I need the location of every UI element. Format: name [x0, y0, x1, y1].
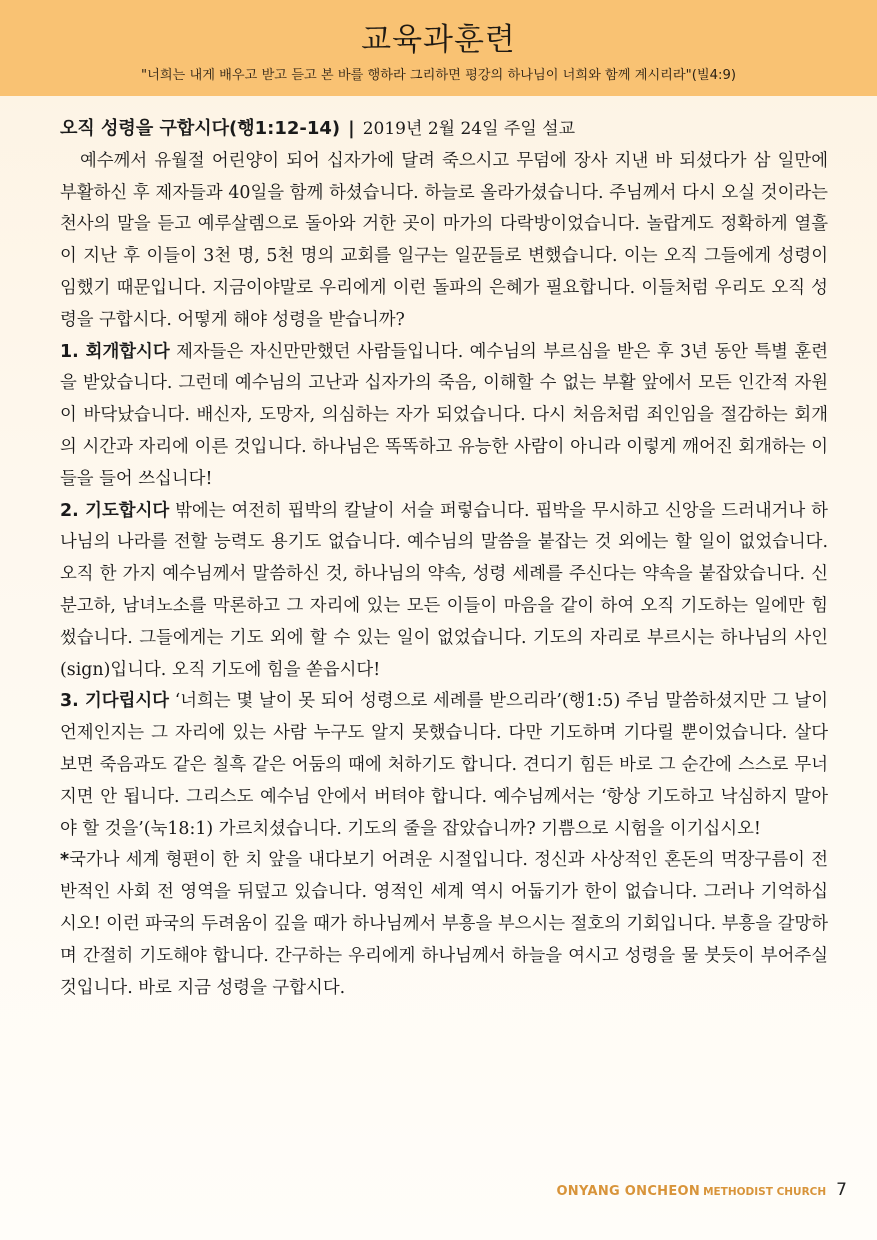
intro-paragraph: 예수께서 유월절 어린양이 되어 십자가에 달려 죽으시고 무덤에 장사 지낸 바 되셨다가 삼 일만에 부활하신 후 제자들과 40일을 함께 하셨습니다. 하늘로 올라가셨습니다. 주님께서 다시 오실 것이라는 천사의 말을 듣고 예루살렘으로 돌아와 거한 곳이 마가의 다락방이었습니다. 놀랍게도 정확하게 열흘이 지난 후 이들이 3천 명, 5천 명의 교회를 일구는 일꾼들로 변했습니다. 이는 오직 그들에게 성령이 임했기 때문입니다. 지금이야말로 우리에게 이런 돌파의 은혜가 필요합니다. 이들처럼 우리도 오직 성령을 구합시다. 어떻게 해야 성령을 받습니까?: [60, 150, 828, 330]
church-name: ONYANG ONCHEON: [556, 1184, 701, 1199]
point-paragraph-3: [60, 686, 828, 845]
page-header: [0, 0, 877, 96]
header-verse: "너희는 내게 배우고 받고 듣고 본 바를 행하라 그리하면 평강의 하나님이 너희와 함께 계시리라"(빌4:9): [141, 68, 736, 83]
point-body-2: 밖에는 여전히 핍박의 칼날이 서슬 퍼렇습니다. 핍박을 무시하고 신앙을 드러내거나 하나님의 나라를 전할 능력도 용기도 없습니다. 예수님의 말씀을 붙잡는 것 외에는 할 일이 없었습니다. 오직 한 가지 예수님께서 말씀하신 것, 하나님의 약속, 성령 세례를 주신다는 약속을 붙잡았습니다. 신분고하, 남녀노소를 막론하고 그 자리에 있는 모든 이들이 마음을 같이 하여 오직 기도하는 일에만 힘썼습니다. 그들에게는 기도 외에 할 수 있는 일이 없었습니다. 기도의 자리로 부르시는 하나님의 사인(sign)입니다. 오직 기도에 힘을 쏟읍시다!: [60, 500, 828, 680]
closing-paragraph: [60, 845, 828, 1004]
closing-mark: *: [60, 850, 70, 871]
sermon-date: 2019년 2월 24일 주일 설교: [362, 119, 576, 139]
closing-body: 국가나 세계 형편이 한 치 앞을 내다보기 어려운 시절입니다. 정신과 사상적인 혼돈의 먹장구름이 전반적인 사회 전 영역을 뒤덮고 있습니다. 영적인 세계 역시 어둡기가 한이 없습니다. 그러나 기억하십시오! 이런 파국의 두려움이 깊을 때가 하나님께서 부흥을 부으시는 절호의 기회입니다. 부흥을 갈망하며 간절히 기도해야 합니다. 간구하는 우리에게 하나님께서 하늘을 여시고 성령을 물 붓듯이 부어주실 것입니다. 바로 지금 성령을 구합시다.: [60, 850, 828, 998]
point-heading-2: 2. 기도합시다: [60, 500, 170, 521]
page-footer: [556, 1180, 847, 1200]
page-number: 7: [836, 1180, 847, 1200]
point-body-1: 제자들은 자신만만했던 사람들입니다. 예수님의 부르심을 받은 후 3년 동안 특별 훈련을 받았습니다. 그런데 예수님의 고난과 십자가의 죽음, 이해할 수 없는 부활 앞에서 모든 인간적 자원이 바닥났습니다. 배신자, 도망자, 의심하는 자가 되었습니다. 다시 처음처럼 죄인임을 절감하는 회개의 시간과 자리에 이른 것입니다. 하나님은 똑똑하고 유능한 사람이 아니라 이렇게 깨어진 회개하는 이들을 들어 쓰십니다!: [60, 341, 828, 489]
church-type: METHODIST CHURCH: [703, 1186, 827, 1198]
point-paragraph-2: [60, 496, 828, 687]
sermon-title: 오직 성령을 구합시다(행1:12-14): [60, 118, 341, 139]
title-separator: |: [348, 118, 355, 139]
sermon-title-line: [60, 113, 828, 146]
point-heading-1: 1. 회개합시다: [60, 341, 170, 362]
point-paragraph-1: [60, 337, 828, 496]
section-title: 교육과훈련: [361, 22, 516, 58]
sermon-content: [60, 113, 828, 1004]
point-heading-3: 3. 기다립시다: [60, 691, 169, 712]
point-body-3: ‘너희는 몇 날이 못 되어 성령으로 세례를 받으리라’(행1:5) 주님 말씀하셨지만 그 날이 언제인지는 그 자리에 있는 사람 누구도 알지 못했습니다. 다만 기도하며 기다릴 뿐이었습니다. 살다 보면 죽음과도 같은 칠흑 같은 어둠의 때에 처하기도 합니다. 견디기 힘든 바로 그 순간에 스스로 무너지면 안 됩니다. 그리스도 예수님 안에서 버텨야 합니다. 예수님께서는 ‘항상 기도하고 낙심하지 말아야 할 것을’(눅18:1) 가르치셨습니다. 기도의 줄을 잡았습니까? 기쁨으로 시험을 이기십시오!: [60, 691, 828, 839]
